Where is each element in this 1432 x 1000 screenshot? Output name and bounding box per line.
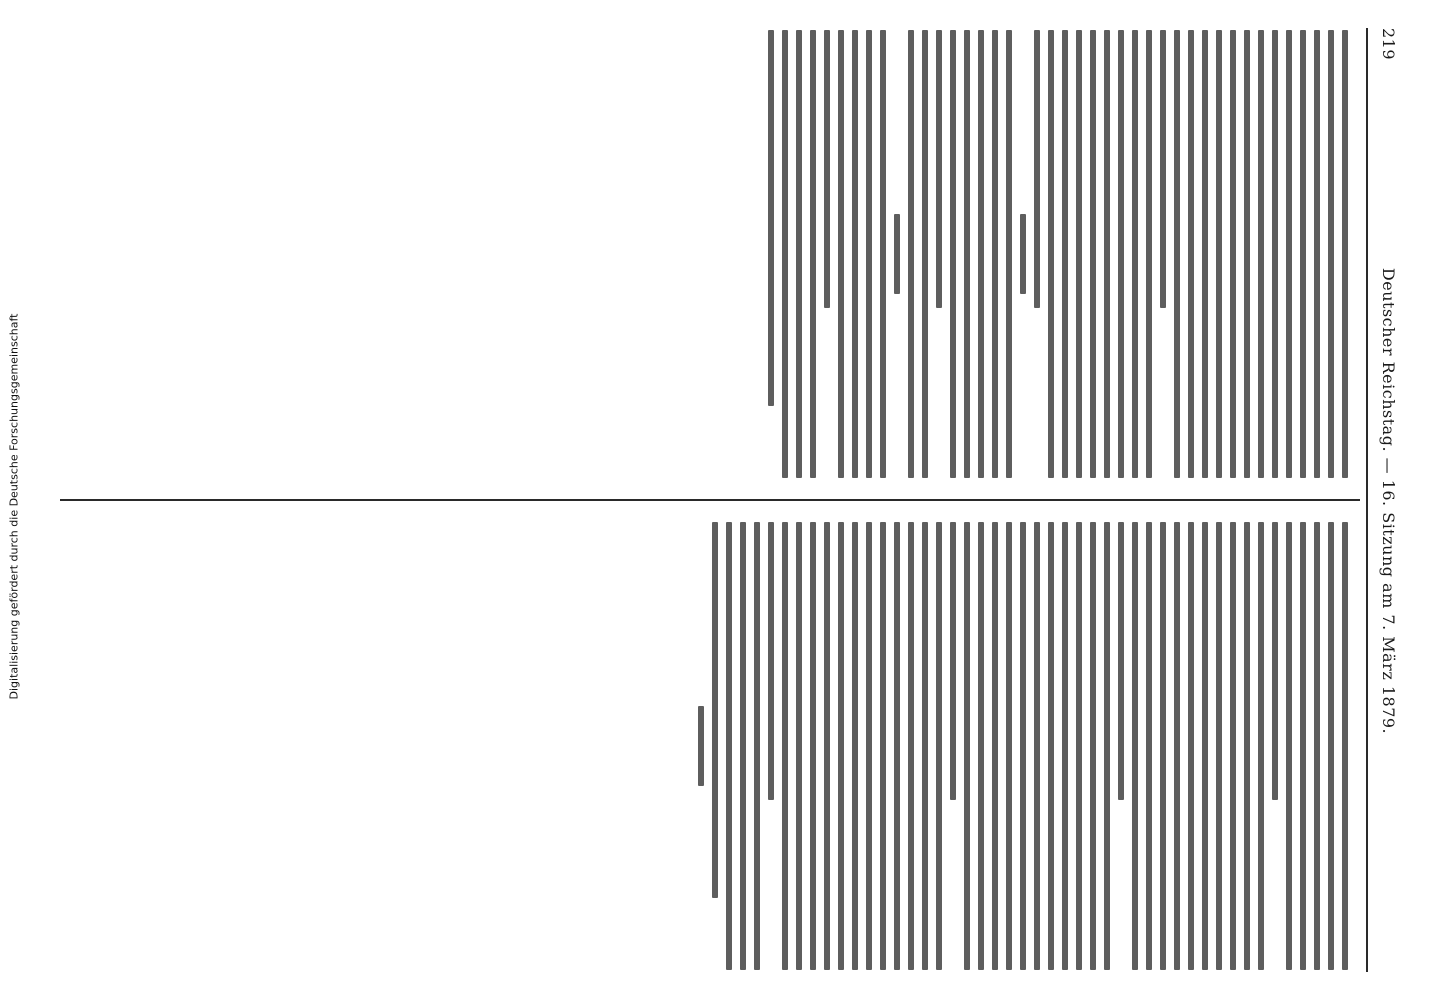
text-line — [1286, 522, 1292, 970]
text-line — [1020, 522, 1026, 970]
text-line — [740, 522, 746, 970]
column-left — [760, 30, 1354, 478]
text-line — [838, 30, 844, 478]
side-caption — [2, 0, 26, 1000]
paragraph — [936, 30, 1012, 478]
text-line — [852, 522, 858, 970]
text-line — [768, 522, 774, 800]
text-line — [1244, 30, 1250, 478]
text-line — [1006, 522, 1012, 970]
text-line — [1174, 522, 1180, 970]
paragraph — [768, 522, 942, 970]
text-line — [992, 522, 998, 970]
text-line — [1342, 30, 1348, 478]
text-line — [1076, 30, 1082, 478]
text-line — [1202, 522, 1208, 970]
text-line — [1062, 30, 1068, 478]
text-line — [950, 30, 956, 478]
text-line — [1104, 30, 1110, 478]
text-line — [1132, 522, 1138, 970]
text-line — [810, 522, 816, 970]
text-line — [1006, 30, 1012, 478]
text-line — [1118, 30, 1124, 478]
paragraph — [1272, 522, 1348, 970]
text-line — [922, 30, 928, 478]
page-number: 219 — [1379, 28, 1399, 61]
paragraph — [1034, 30, 1152, 478]
text-line — [796, 30, 802, 478]
text-line — [782, 30, 788, 478]
text-line — [950, 522, 956, 800]
text-line — [1216, 30, 1222, 478]
paragraph — [824, 30, 886, 478]
text-line — [796, 522, 802, 970]
text-line — [1146, 30, 1152, 478]
text-line — [838, 522, 844, 970]
text-line — [1118, 522, 1124, 800]
text-line — [1314, 30, 1320, 478]
text-line — [712, 522, 718, 898]
text-line — [1034, 522, 1040, 970]
text-line — [908, 522, 914, 970]
header-rule — [1366, 28, 1368, 972]
text-line — [866, 30, 872, 478]
text-line — [1188, 522, 1194, 970]
text-line — [1328, 30, 1334, 478]
text-line — [824, 522, 830, 970]
text-line — [754, 522, 760, 970]
text-line — [1020, 214, 1026, 295]
text-line — [824, 30, 830, 308]
text-line — [1048, 30, 1054, 478]
text-line — [810, 30, 816, 478]
text-line — [1160, 30, 1166, 308]
text-line — [1258, 522, 1264, 970]
text-line — [768, 30, 774, 406]
text-line — [894, 522, 900, 970]
text-line — [964, 522, 970, 970]
text-line — [1132, 30, 1138, 478]
text-line — [1258, 30, 1264, 478]
paragraph — [894, 30, 928, 478]
text-line — [1188, 30, 1194, 478]
page-content — [40, 8, 1420, 992]
paragraph — [698, 522, 704, 970]
text-line — [1062, 522, 1068, 970]
paragraph — [950, 522, 1110, 970]
column-right — [690, 522, 1354, 970]
paragraph — [1118, 522, 1264, 970]
text-line — [978, 522, 984, 970]
text-line — [782, 522, 788, 970]
text-line — [1230, 522, 1236, 970]
text-line — [1272, 522, 1278, 800]
text-line — [1314, 522, 1320, 970]
text-line — [1342, 522, 1348, 970]
scanned-page — [40, 8, 1420, 992]
text-line — [880, 30, 886, 478]
text-line — [908, 30, 914, 478]
text-line — [1034, 30, 1040, 308]
text-line — [1300, 30, 1306, 478]
paragraph — [1020, 30, 1026, 478]
paragraph — [768, 30, 816, 478]
text-line — [852, 30, 858, 478]
text-line — [964, 30, 970, 478]
text-line — [1244, 522, 1250, 970]
text-line — [1048, 522, 1054, 970]
text-line — [698, 706, 704, 787]
text-line — [992, 30, 998, 478]
text-line — [1272, 30, 1278, 478]
text-line — [1160, 522, 1166, 970]
paragraph — [1160, 30, 1348, 478]
page-header — [1372, 28, 1406, 972]
text-line — [880, 522, 886, 970]
text-line — [1090, 30, 1096, 478]
text-line — [978, 30, 984, 478]
text-line — [1230, 30, 1236, 478]
text-line — [1300, 522, 1306, 970]
text-line — [1202, 30, 1208, 478]
column-divider — [60, 499, 1360, 501]
text-line — [1090, 522, 1096, 970]
text-line — [726, 522, 732, 970]
funding-caption: Digitalisierung gefördert durch die Deutsche Forschungsgemeinschaft — [7, 313, 21, 700]
text-line — [922, 522, 928, 970]
text-line — [1076, 522, 1082, 970]
text-line — [1104, 522, 1110, 970]
text-line — [1286, 30, 1292, 478]
paragraph — [712, 522, 760, 970]
text-line — [1174, 30, 1180, 478]
text-line — [866, 522, 872, 970]
text-line — [936, 30, 942, 308]
running-title: Deutscher Reichstag. — 16. Sitzung am 7. März 1879. — [1379, 267, 1399, 735]
text-line — [1146, 522, 1152, 970]
text-line — [1216, 522, 1222, 970]
text-line — [1328, 522, 1334, 970]
text-line — [894, 214, 900, 295]
text-line — [936, 522, 942, 970]
